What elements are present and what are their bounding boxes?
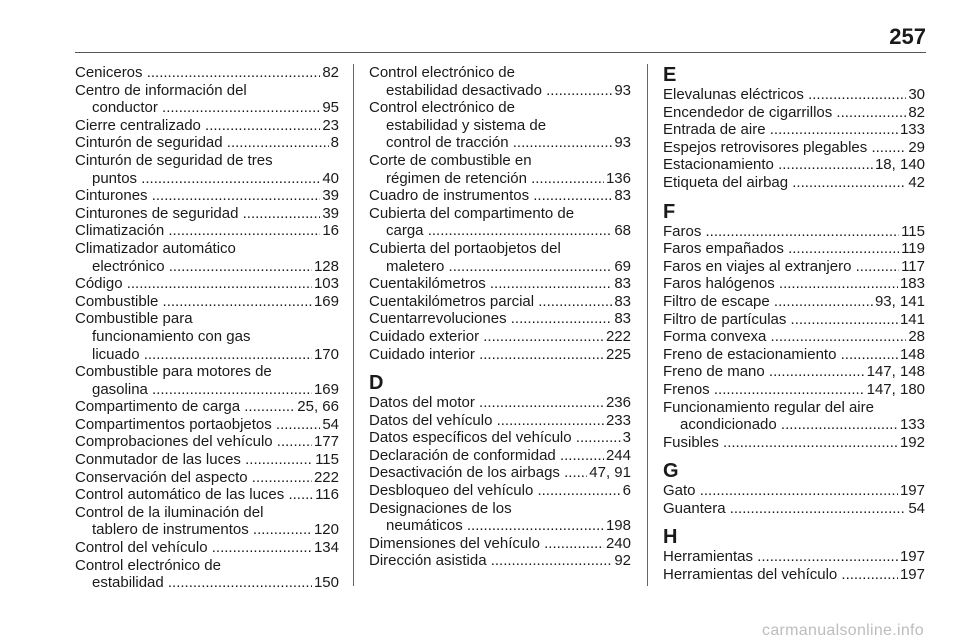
- entry-term: Cinturones .....: [75, 187, 320, 205]
- entry-page-ref[interactable]: 83: [614, 275, 631, 293]
- entry-page-ref[interactable]: 30: [908, 86, 925, 103]
- entry-page-ref[interactable]: 150: [313, 574, 339, 592]
- entry-term: Dirección asistida .....: [369, 552, 612, 570]
- index-entry: [75, 170, 339, 188]
- entry-term: Datos específicos del vehículo .....: [369, 429, 621, 447]
- entry-page-ref[interactable]: 25, 66: [297, 398, 339, 416]
- entry-page-ref[interactable]: 177: [313, 433, 339, 451]
- entry-term: Cinturón de seguridad .....: [75, 134, 329, 152]
- entry-term: electrónico .....: [75, 258, 312, 276]
- entry-page-ref[interactable]: 93: [614, 81, 631, 99]
- index-entry: [75, 381, 339, 399]
- entry-page-ref[interactable]: 83: [614, 292, 631, 310]
- entry-term: Frenos .....: [663, 381, 865, 399]
- entry-term: Etiqueta del airbag .....: [663, 174, 906, 192]
- index-entry-line: Cinturón de seguridad de tres: [75, 151, 273, 169]
- entry-term: control de tracción .....: [369, 134, 612, 152]
- entry-term: Faros halógenos .....: [663, 275, 898, 293]
- entry-page-ref[interactable]: 225: [605, 345, 631, 363]
- entry-term: Compartimentos portaobjetos .....: [75, 416, 320, 434]
- entry-term: Forma convexa .....: [663, 328, 906, 346]
- entry-term: Faros .....: [663, 223, 899, 241]
- entry-term: acondicionado .....: [663, 416, 898, 434]
- entry-term: Desactivación de los airbags .....: [369, 464, 587, 482]
- entry-page-ref[interactable]: 169: [313, 292, 339, 310]
- index-entry: [75, 117, 339, 135]
- entry-term: Ceniceros .....: [75, 64, 320, 82]
- entry-term: Cuidado interior .....: [369, 346, 604, 364]
- index-entry-line: estabilidad y sistema de: [386, 116, 547, 134]
- index-entry: [75, 416, 339, 434]
- entry-page-ref[interactable]: 95: [322, 99, 339, 117]
- index-entry: [75, 469, 339, 487]
- index-entry: [369, 429, 631, 447]
- entry-term: Datos del vehículo .....: [369, 412, 604, 430]
- index-entry-line: funcionamiento con gas: [92, 327, 251, 345]
- entry-term: Conservación del aspecto .....: [75, 469, 312, 487]
- index-entry: [663, 311, 925, 329]
- entry-term: estabilidad .....: [75, 574, 312, 592]
- entry-page-ref[interactable]: 197: [899, 482, 925, 500]
- index-entry: [663, 328, 925, 346]
- entry-term: Comprobaciones del vehículo .....: [75, 433, 312, 451]
- index-entry-line: Centro de información del: [75, 81, 247, 99]
- letter-heading: D: [369, 372, 384, 395]
- entry-term: Estacionamiento .....: [663, 156, 873, 174]
- entry-page-ref[interactable]: 115: [901, 222, 925, 240]
- entry-page-ref[interactable]: 236: [605, 394, 631, 412]
- entry-page-ref[interactable]: 69: [614, 257, 631, 275]
- index-entry: [75, 539, 339, 557]
- entry-page-ref[interactable]: 39: [322, 187, 339, 205]
- index-entry: [75, 346, 339, 364]
- entry-term: neumáticos .....: [369, 517, 604, 535]
- index-entry: [75, 99, 339, 117]
- entry-term: conductor .....: [75, 99, 320, 117]
- entry-page-ref[interactable]: 82: [908, 103, 925, 121]
- index-entry: [663, 258, 925, 276]
- index-entry: [663, 346, 925, 364]
- entry-page-ref[interactable]: 128: [313, 257, 339, 275]
- entry-term: Guantera .....: [663, 500, 906, 518]
- entry-term: Freno de estacionamiento .....: [663, 346, 898, 364]
- entry-page-ref[interactable]: 119: [901, 240, 925, 258]
- entry-term: Herramientas del vehículo .....: [663, 566, 898, 584]
- entry-page-ref[interactable]: 103: [313, 275, 339, 293]
- entry-page-ref[interactable]: 68: [614, 222, 631, 240]
- index-entry: [75, 64, 339, 82]
- index-entry: [369, 552, 631, 570]
- entry-term: tablero de instrumentos .....: [75, 521, 312, 539]
- index-entry: [663, 86, 925, 104]
- entry-page-ref[interactable]: 54: [322, 415, 339, 433]
- entry-page-ref[interactable]: 222: [605, 327, 631, 345]
- entry-page-ref[interactable]: 39: [322, 204, 339, 222]
- letter-heading: H: [663, 526, 678, 549]
- entry-page-ref[interactable]: 134: [313, 539, 339, 557]
- entry-term: maletero .....: [369, 258, 612, 276]
- entry-page-ref[interactable]: 47, 91: [589, 464, 631, 482]
- entry-term: Cuentarrevoluciones .....: [369, 310, 612, 328]
- entry-page-ref[interactable]: 3: [622, 429, 631, 447]
- index-entry: [75, 521, 339, 539]
- entry-term: Freno de mano .....: [663, 363, 865, 381]
- entry-term: Cuadro de instrumentos .....: [369, 187, 612, 205]
- entry-term: Herramientas .....: [663, 548, 898, 566]
- entry-term: Filtro de partículas .....: [663, 311, 898, 329]
- index-column-1: [75, 64, 339, 592]
- index-entry: [663, 566, 925, 584]
- entry-page-ref[interactable]: 28: [908, 328, 925, 346]
- entry-term: Encendedor de cigarrillos .....: [663, 104, 906, 122]
- entry-term: Dimensiones del vehículo .....: [369, 535, 604, 553]
- entry-page-ref[interactable]: 197: [899, 548, 925, 566]
- index-entry: [369, 517, 631, 535]
- entry-term: Filtro de escape .....: [663, 293, 873, 311]
- index-entry-line: Control electrónico de: [75, 556, 221, 574]
- entry-term: Cinturones de seguridad .....: [75, 205, 320, 223]
- index-entry: [663, 548, 925, 566]
- index-entry: [369, 346, 631, 364]
- entry-page-ref[interactable]: 136: [605, 169, 631, 187]
- page-number: 257: [889, 24, 926, 49]
- entry-page-ref[interactable]: 23: [322, 116, 339, 134]
- index-entry: [369, 310, 631, 328]
- header-rule: [75, 52, 926, 53]
- index-entry: [663, 500, 925, 518]
- entry-term: Código .....: [75, 275, 312, 293]
- index-column-3: [663, 64, 925, 584]
- index-entry: [369, 535, 631, 553]
- entry-page-ref[interactable]: 183: [899, 275, 925, 293]
- entry-page-ref[interactable]: 240: [605, 534, 631, 552]
- entry-term: Cuentakilómetros parcial .....: [369, 293, 612, 311]
- index-entry: [369, 482, 631, 500]
- entry-page-ref[interactable]: 54: [908, 499, 925, 517]
- entry-page-ref[interactable]: 42: [908, 173, 925, 191]
- entry-page-ref[interactable]: 120: [313, 521, 339, 539]
- index-entry-line: Control electrónico de: [369, 64, 515, 81]
- entry-term: Gato .....: [663, 482, 898, 500]
- entry-term: Cierre centralizado .....: [75, 117, 320, 135]
- entry-page-ref[interactable]: 82: [322, 64, 339, 81]
- column-divider-2: [647, 64, 648, 586]
- entry-page-ref[interactable]: 141: [899, 310, 925, 328]
- entry-term: carga .....: [369, 222, 612, 240]
- entry-page-ref[interactable]: 16: [322, 222, 339, 240]
- letter-heading: F: [663, 200, 676, 223]
- index-entry-line: Designaciones de los: [369, 499, 512, 517]
- index-entry-line: Combustible para: [75, 310, 193, 328]
- entry-page-ref[interactable]: 29: [908, 138, 925, 156]
- index-entry: [369, 394, 631, 412]
- entry-term: Compartimento de carga .....: [75, 398, 295, 416]
- index-entry: [663, 121, 925, 139]
- entry-term: Control del vehículo .....: [75, 539, 312, 557]
- entry-term: Faros en viajes al extranjero .....: [663, 258, 899, 276]
- index-entry: [369, 293, 631, 311]
- entry-page-ref[interactable]: 147, 180: [866, 380, 925, 398]
- index-entry: [663, 381, 925, 399]
- index-entry: [75, 205, 339, 223]
- index-entry: [75, 433, 339, 451]
- entry-page-ref[interactable]: 244: [605, 446, 631, 464]
- index-entry: [369, 275, 631, 293]
- index-entry: [369, 170, 631, 188]
- entry-page-ref[interactable]: 198: [605, 517, 631, 535]
- watermark: carmanualsonline.info: [762, 622, 924, 639]
- entry-page-ref[interactable]: 117: [901, 257, 925, 275]
- index-entry: [75, 258, 339, 276]
- index-entry-line: Combustible para motores de: [75, 363, 272, 381]
- index-entry: [663, 416, 925, 434]
- index-entry: [369, 258, 631, 276]
- index-entry: [75, 574, 339, 592]
- index-entry: [75, 134, 339, 152]
- index-entry: [369, 464, 631, 482]
- entry-page-ref[interactable]: 169: [313, 380, 339, 398]
- entry-page-ref[interactable]: 83: [614, 187, 631, 205]
- entry-term: Faros empañados .....: [663, 240, 899, 258]
- index-entry: [75, 293, 339, 311]
- entry-term: licuado .....: [75, 346, 312, 364]
- index-entry: [75, 486, 339, 504]
- entry-term: Climatización .....: [75, 222, 320, 240]
- entry-term: Combustible .....: [75, 293, 312, 311]
- entry-term: Desbloqueo del vehículo .....: [369, 482, 621, 500]
- letter-heading: G: [663, 460, 679, 483]
- entry-page-ref[interactable]: 197: [899, 566, 925, 584]
- index-column-2: [369, 64, 631, 570]
- index-entry: [663, 363, 925, 381]
- entry-page-ref[interactable]: 6: [622, 482, 631, 500]
- index-entry-line: Cubierta del compartimento de: [369, 204, 575, 222]
- entry-term: régimen de retención .....: [369, 170, 604, 188]
- entry-page-ref[interactable]: 133: [899, 121, 925, 139]
- entry-term: Conmutador de las luces .....: [75, 451, 313, 469]
- entry-term: Control automático de las luces .....: [75, 486, 313, 504]
- index-entry-line: Corte de combustible en: [369, 151, 532, 169]
- index-entry: [663, 156, 925, 174]
- entry-page-ref[interactable]: 83: [614, 310, 631, 328]
- index-entry: [369, 447, 631, 465]
- index-entry: [75, 222, 339, 240]
- entry-page-ref[interactable]: 40: [322, 169, 339, 187]
- index-entry-line: Funcionamiento regular del aire: [663, 398, 874, 416]
- index-entry: [663, 223, 925, 241]
- index-entry-line: Control de la iluminación del: [75, 503, 264, 521]
- index-entry: [369, 412, 631, 430]
- entry-page-ref[interactable]: 222: [313, 468, 339, 486]
- entry-page-ref[interactable]: 92: [614, 552, 631, 570]
- entry-term: Cuentakilómetros .....: [369, 275, 612, 293]
- entry-term: Datos del motor .....: [369, 394, 604, 412]
- index-entry: [663, 240, 925, 258]
- index-entry: [369, 82, 631, 100]
- entry-page-ref[interactable]: 93: [614, 134, 631, 152]
- entry-page-ref[interactable]: 115: [315, 451, 339, 469]
- index-entry: [369, 328, 631, 346]
- entry-page-ref[interactable]: 233: [605, 411, 631, 429]
- index-entry: [75, 275, 339, 293]
- entry-term: Entrada de aire .....: [663, 121, 898, 139]
- entry-term: Fusibles .....: [663, 434, 898, 452]
- index-entry: [369, 222, 631, 240]
- entry-page-ref[interactable]: 192: [899, 433, 925, 451]
- entry-page-ref[interactable]: 18, 140: [874, 156, 925, 174]
- index-entry: [663, 174, 925, 192]
- column-divider-1: [353, 64, 354, 586]
- entry-term: Espejos retrovisores plegables .....: [663, 139, 906, 157]
- entry-page-ref[interactable]: 148: [899, 345, 925, 363]
- index-entry: [75, 187, 339, 205]
- index-entry: [75, 451, 339, 469]
- letter-heading: E: [663, 64, 677, 86]
- entry-page-ref[interactable]: 93, 141: [874, 292, 925, 310]
- entry-page-ref[interactable]: 116: [315, 486, 339, 504]
- entry-term: Declaración de conformidad .....: [369, 447, 604, 465]
- entry-page-ref[interactable]: 170: [313, 345, 339, 363]
- entry-term: Cuidado exterior .....: [369, 328, 604, 346]
- index-entry: [75, 398, 339, 416]
- index-entry-line: Cubierta del portaobjetos del: [369, 239, 561, 257]
- index-entry-line: Control electrónico de: [369, 99, 515, 117]
- index-entry-line: Climatizador automático: [75, 239, 236, 257]
- entry-page-ref[interactable]: 147, 148: [866, 363, 925, 381]
- entry-term: puntos .....: [75, 170, 320, 188]
- index-entry: [369, 134, 631, 152]
- entry-term: Elevalunas eléctricos .....: [663, 86, 906, 104]
- index-entry: [663, 293, 925, 311]
- index-entry: [663, 434, 925, 452]
- index-entry: [663, 139, 925, 157]
- index-entry: [663, 275, 925, 293]
- index-entry: [663, 104, 925, 122]
- index-entry: [663, 482, 925, 500]
- entry-term: estabilidad desactivado .....: [369, 82, 612, 100]
- index-entry: [369, 187, 631, 205]
- entry-page-ref[interactable]: 8: [330, 134, 339, 152]
- entry-page-ref[interactable]: 133: [899, 416, 925, 434]
- entry-term: gasolina .....: [75, 381, 312, 399]
